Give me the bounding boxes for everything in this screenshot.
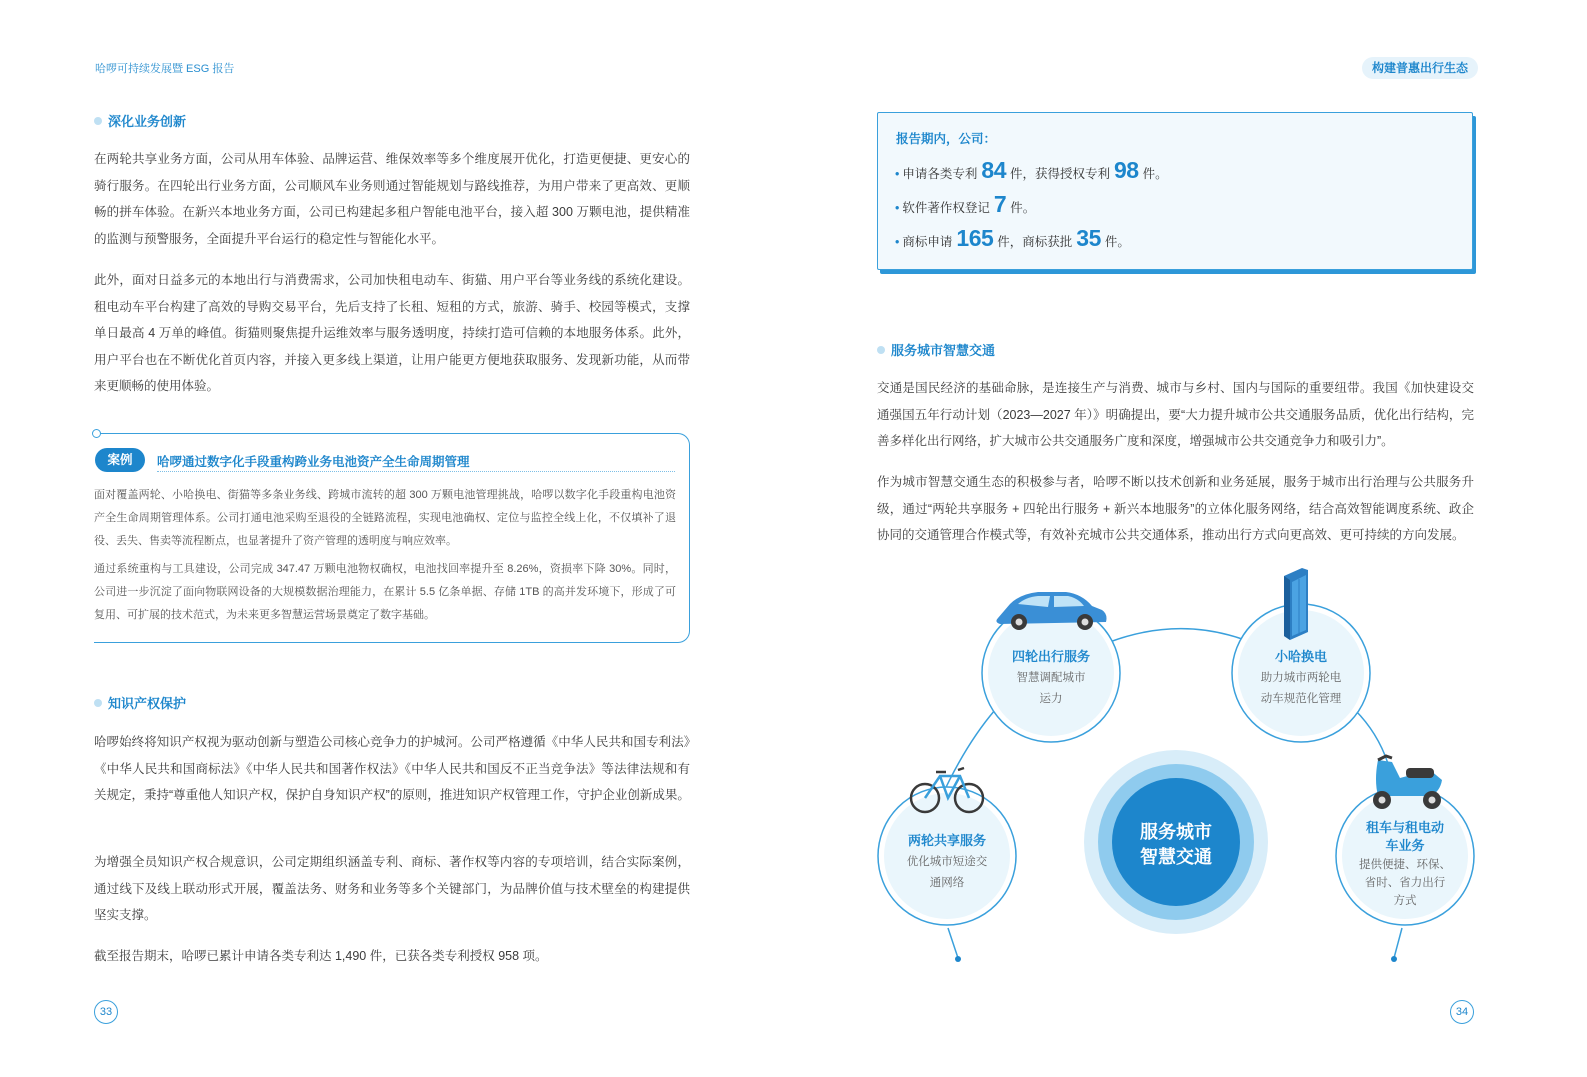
stats-heading: 报告期内，公司： bbox=[896, 132, 997, 146]
stat-text: 商标申请 bbox=[902, 235, 953, 249]
stat-line-patents bbox=[895, 157, 1168, 184]
node-subtitle: 智慧调配城市 bbox=[1016, 672, 1086, 684]
stat-text: 件，商标获批 bbox=[997, 235, 1073, 249]
chapter-badge: 构建普惠出行生态 bbox=[1362, 57, 1478, 79]
battery-cabinet-icon bbox=[1284, 568, 1308, 640]
connector-line bbox=[948, 928, 958, 958]
page-number: 34 bbox=[1450, 1000, 1474, 1024]
paragraph: 在两轮共享业务方面，公司从用车体验、品牌运营、维保效率等多个维度展开优化，打造更便捷、更安心的骑行服务。在四轮出行业务方面，公司顺风车业务则通过智能规划与路线推荐，为用户带来了更高效、更顺畅的拼车体验。在新兴本地业务方面，公司已构建起多租户智能电池平台，接入超 300 万颗电池，提供精准的监测与预警服务，全面提升平台运行的稳定性与智能化水平。 bbox=[94, 152, 690, 246]
section-title: 知识产权保护 bbox=[108, 696, 187, 711]
connector-line bbox=[1394, 928, 1402, 958]
node-subtitle: 方式 bbox=[1393, 895, 1417, 907]
case-tag: 案例 bbox=[95, 448, 145, 472]
node-title: 四轮出行服务 bbox=[1011, 649, 1091, 664]
paragraph: 哈啰始终将知识产权视为驱动创新与塑造公司核心竞争力的护城河。公司严格遵循《中华人民共和国专利法》《中华人民共和国商标法》《中华人民共和国著作权法》《中华人民共和国反不正当竞争法》等法律法规和有关规定，秉持“尊重他人知识产权，保护自身知识产权”的原则，推进知识产权管理工作，守护企业创新成果。 bbox=[94, 735, 690, 802]
case-paragraph: 面对覆盖两轮、小哈换电、街猫等多条业务线、跨城市流转的超 300 万颗电池管理挑战，哈啰以数字化手段重构电池资产全生命周期管理体系。公司打通电池采购至退役的全链路流程，实现电池确权、定位与监控全线上化，不仅填补了退役、丢失、售卖等流程断点，也显著提升了资产管理的透明度与响应效率。 bbox=[94, 489, 676, 547]
node-subtitle: 动车规范化管理 bbox=[1260, 693, 1342, 705]
bullet-dot-icon bbox=[94, 699, 102, 707]
case-paragraph: 通过系统重构与工具建设，公司完成 347.47 万颗电池物权确权，电池找回率提升至 8.26%，资损率下降 30%。同时，公司进一步沉淀了面向物联网设备的大规模数据治理能力，在累计 5.5 亿条单据、存储 1TB 的高并发环境下，形成了可复用、可扩展的技术范式，为未来更多智慧运营场景奠定了数字基础。 bbox=[94, 563, 676, 621]
case-divider bbox=[157, 471, 675, 472]
connector-dot-icon bbox=[955, 956, 961, 962]
stat-number: 84 bbox=[981, 157, 1006, 183]
paragraph: 此外，面对日益多元的本地出行与消费需求，公司加快租电动车、街猫、用户平台等业务线的系统化建设。租电动车平台构建了高效的导购交易平台，先后支持了长租、短租的方式，旅游、骑手、校园等模式，支撑单日最高 4 万单的峰值。街猫则聚焦提升运维效率与服务透明度，持续打造可信赖的本地服务体系。此外，用户平台也在不断优化首页内容，并接入更多线上渠道，让用户能更方便地获取服务、发现新功能，从而带来更顺畅的使用体验。 bbox=[94, 273, 690, 393]
bullet-dot-icon bbox=[877, 346, 885, 354]
stat-number: 98 bbox=[1114, 157, 1139, 183]
report-title: 哈啰可持续发展暨 ESG 报告 bbox=[95, 63, 235, 75]
hub-label: 服务城市 bbox=[1140, 822, 1212, 842]
stat-line-software bbox=[895, 191, 1035, 218]
stat-text: 件。 bbox=[1142, 167, 1168, 181]
stat-text: 件。 bbox=[1010, 201, 1036, 215]
bullet-dot-icon bbox=[94, 117, 102, 125]
section-title: 深化业务创新 bbox=[108, 114, 187, 129]
node-subtitle: 提供便捷、环保、 bbox=[1359, 859, 1451, 871]
node-title: 租车与租电动 bbox=[1365, 820, 1445, 835]
section-heading-transport bbox=[877, 340, 995, 359]
case-title: 哈啰通过数字化手段重构跨业务电池资产全生命周期管理 bbox=[157, 455, 470, 469]
paragraph: 作为城市智慧交通生态的积极参与者，哈啰不断以技术创新和业务延展，服务于城市出行治理与公共服务升级，通过“两轮共享服务 + 四轮出行服务 + 新兴本地服务”的立体化服务网络，结合高效智能调度系统、政企协同的交通管理合作模式等，有效补充城市公共交通体系，推动出行方式向更高效、更可持续的方向发展。 bbox=[877, 475, 1474, 542]
stat-text: 软件著作权登记 bbox=[902, 201, 990, 215]
bullet-icon: • bbox=[895, 167, 900, 181]
paragraph: 为增强全员知识产权合规意识，公司定期组织涵盖专利、商标、著作权等内容的专项培训，结合实际案例，通过线下及线上联动形式开展，覆盖法务、财务和业务等多个关键部门，为品牌价值与技术壁垒的构建提供坚实支撑。 bbox=[94, 855, 690, 922]
case-marker-icon bbox=[92, 429, 101, 438]
paragraph: 截至报告期末，哈啰已累计申请各类专利达 1,490 件，已获各类专利授权 958 项。 bbox=[94, 949, 548, 963]
page-number: 33 bbox=[94, 1000, 118, 1024]
node-title: 小哈换电 bbox=[1274, 649, 1328, 664]
hub-label: 智慧交通 bbox=[1140, 847, 1212, 867]
smart-transport-diagram bbox=[870, 560, 1490, 970]
section-title: 服务城市智慧交通 bbox=[891, 343, 996, 358]
node-subtitle: 通网络 bbox=[929, 877, 965, 889]
connector-line bbox=[1102, 629, 1245, 645]
stat-text: 件。 bbox=[1104, 235, 1130, 249]
section-heading-innovation bbox=[94, 111, 186, 130]
stat-text: 申请各类专利 bbox=[902, 167, 978, 181]
stat-number: 35 bbox=[1076, 225, 1101, 251]
hub-core bbox=[1112, 778, 1240, 906]
stat-number: 7 bbox=[993, 191, 1007, 217]
connector-dot-icon bbox=[1391, 956, 1397, 962]
stat-number: 165 bbox=[956, 225, 994, 251]
node-title: 两轮共享服务 bbox=[907, 833, 987, 848]
stat-line-trademark bbox=[895, 225, 1130, 252]
node-subtitle: 助力城市两轮电 bbox=[1260, 672, 1342, 684]
node-subtitle: 优化城市短途交 bbox=[906, 856, 988, 868]
node-subtitle: 省时、省力出行 bbox=[1364, 877, 1446, 889]
paragraph: 交通是国民经济的基础命脉，是连接生产与消费、城市与乡村、国内与国际的重要纽带。我国《加快建设交通强国五年行动计划（2023—2027 年）》明确提出，要“大力提升城市公共交通服务品质，优化出行结构，完善多样化出行网络，扩大城市公共交通服务广度和深度，增强城市公共交通竞争力和吸引力”。 bbox=[877, 381, 1474, 448]
bullet-icon: • bbox=[895, 235, 900, 249]
stat-text: 件，获得授权专利 bbox=[1010, 167, 1111, 181]
node-title: 车业务 bbox=[1385, 838, 1425, 853]
section-heading-ip bbox=[94, 693, 186, 712]
bullet-icon: • bbox=[895, 201, 900, 215]
node-subtitle: 运力 bbox=[1039, 693, 1063, 705]
